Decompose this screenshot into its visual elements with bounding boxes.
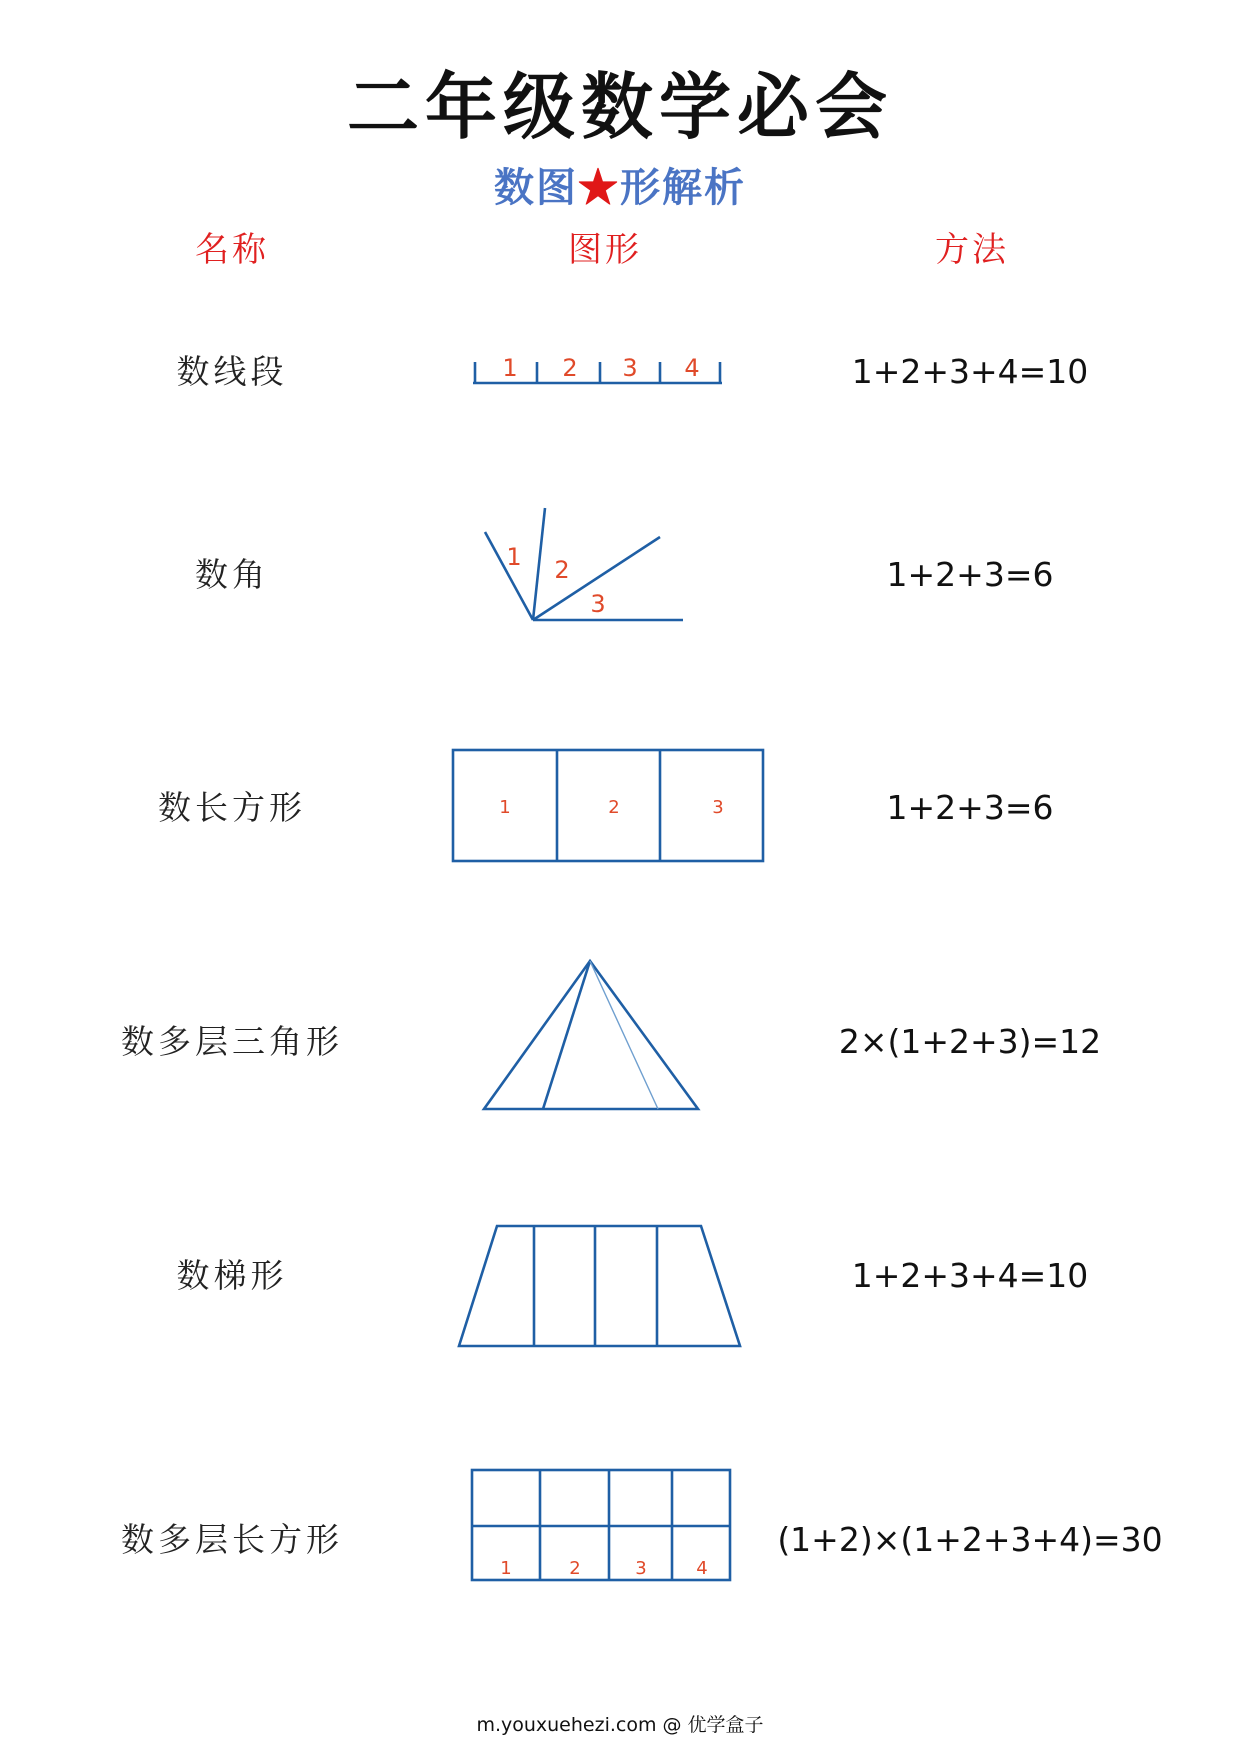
row-name-trapezoid: 数梯形 [176, 1256, 288, 1295]
segment-label: 3 [622, 354, 638, 382]
triangle-outline [484, 961, 698, 1109]
header-name: 名称 [195, 230, 269, 270]
rectangle-label: 1 [499, 797, 511, 818]
row-method-trapezoid: 1+2+3+4=10 [851, 1256, 1089, 1295]
row-name-rectangle: 数长方形 [158, 788, 306, 827]
angle-ray [533, 508, 545, 620]
segment-label: 4 [684, 354, 700, 382]
segment-label: 2 [562, 354, 578, 382]
header-figure: 图形 [568, 230, 642, 270]
angle-figure [485, 508, 683, 620]
layered-triangle-figure [484, 961, 698, 1109]
subtitle-right: 形解析 [620, 164, 746, 211]
layered-rectangle-figure [472, 1470, 730, 1580]
trapezoid-figure [459, 1226, 740, 1346]
subtitle-left: 数图 [494, 164, 578, 211]
page-title: 二年级数学必会 [346, 64, 893, 149]
trapezoid-outline [459, 1226, 740, 1346]
star-icon: ★ [578, 164, 620, 211]
header-method: 方法 [935, 230, 1009, 270]
angle-label: 1 [506, 543, 522, 571]
row-method-layered-rectangle: (1+2)×(1+2+3+4)=30 [777, 1520, 1163, 1559]
row-name-layered-triangle: 数多层三角形 [121, 1022, 343, 1061]
rectangle-label: 2 [608, 797, 620, 818]
row-name-line-segment: 数线段 [176, 352, 288, 391]
line-segment-figure [473, 354, 722, 384]
triangle-inner-line [543, 961, 590, 1109]
angle-label: 3 [590, 590, 606, 618]
rectangle-label: 3 [712, 797, 724, 818]
row-method-line-segment: 1+2+3+4=10 [851, 352, 1089, 391]
footer-credit: m.youxuehezi.com @ 优学盒子 [476, 1714, 764, 1736]
layered-rectangle-label: 4 [696, 1558, 708, 1579]
row-method-angle: 1+2+3=6 [886, 555, 1054, 594]
row-name-angle: 数角 [195, 555, 269, 594]
layered-rectangle-label: 2 [569, 1558, 581, 1579]
rectangle-figure [453, 750, 763, 861]
layered-rectangle-label: 3 [635, 1558, 647, 1579]
segment-label: 1 [502, 354, 518, 382]
layered-rectangle-label: 1 [500, 1558, 512, 1579]
row-name-layered-rectangle: 数多层长方形 [121, 1520, 343, 1559]
triangle-inner-line [590, 961, 658, 1109]
row-method-rectangle: 1+2+3=6 [886, 788, 1054, 827]
row-method-layered-triangle: 2×(1+2+3)=12 [838, 1022, 1102, 1061]
angle-label: 2 [554, 556, 570, 584]
